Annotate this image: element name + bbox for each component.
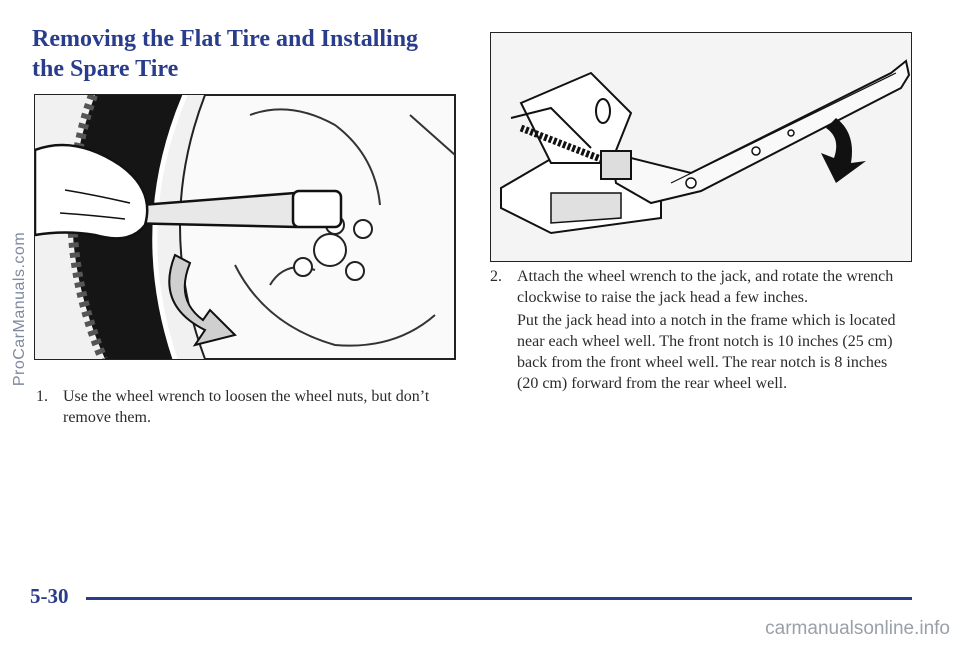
jack-drawing xyxy=(491,33,911,261)
step-number: 2. xyxy=(490,268,502,285)
wheel-nut xyxy=(294,258,312,276)
wheel-nut xyxy=(346,262,364,280)
footer-rule xyxy=(86,597,912,600)
wheel-wrench-drawing xyxy=(35,95,455,359)
step-text: Use the wheel wrench to loosen the wheel nuts, but don’t remove them. xyxy=(63,388,430,426)
page-title: Removing the Flat Tire and Installing the Spare Tire xyxy=(32,26,419,82)
notch-instructions: Put the jack head into a notch in the frame which is located near each wheel well. The front notch is 10 inches (25 cm) back from the front wheel well. The rear notch is 8 inches (20 cm) forward from the rear wheel well. xyxy=(517,312,896,392)
step-1 xyxy=(36,386,456,428)
jack-illustration xyxy=(490,32,912,262)
bottom-watermark: carmanualsonline.info xyxy=(765,618,950,639)
wheel-wrench-illustration xyxy=(34,94,456,360)
step-number: 1. xyxy=(36,388,48,405)
page-number: 5-30 xyxy=(30,584,69,608)
step-text: Attach the wheel wrench to the jack, and rotate the wrench clockwise to raise the jack head a few inches. xyxy=(517,268,894,306)
step-2 xyxy=(490,266,920,308)
wheel-nut xyxy=(354,220,372,238)
side-watermark: ProCarManuals.com xyxy=(11,231,28,387)
